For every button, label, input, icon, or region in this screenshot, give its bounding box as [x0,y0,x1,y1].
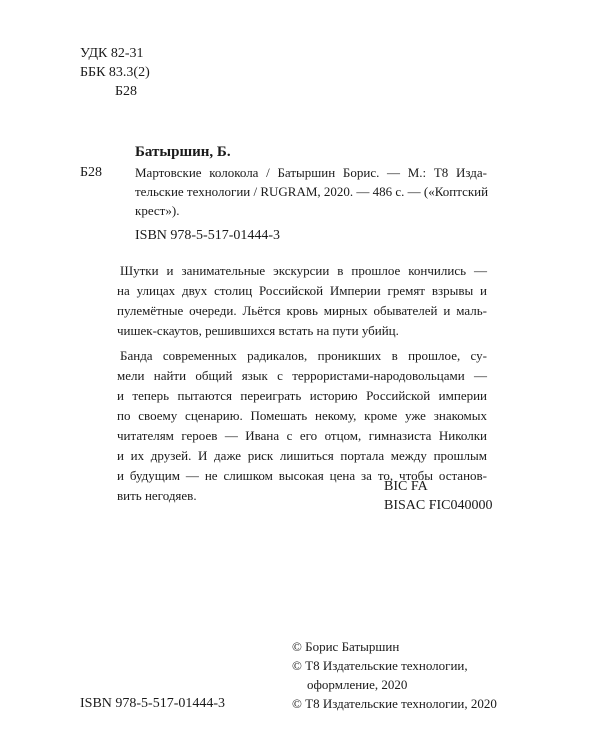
annotation-line: мели найти общий язык с террористами-народовольцами — [117,368,487,383]
annotation-line: по своему сценарию. Помешать некому, кроме уже знакомых [117,408,487,423]
annotation-line: и теперь пытаются переиграть историю Российской империи [117,388,487,403]
annotation-line: читателям героев — Ивана с его отцом, гимназиста Николки [117,428,487,443]
annotation-line: на улицах двух столиц Российской Империи гремят взрывы и [117,283,487,298]
annotation-line: и будущим — не слишком высокая цена за то, чтобы останов- [117,468,487,483]
copyright-publisher-design: © Т8 Издательские технологии, [292,658,468,673]
entry-isbn: ISBN 978-5-517-01444-3 [135,228,281,243]
bib-line-2: тельские технологии / RUGRAM, 2020. — 486 с. — («Коптский [135,184,489,199]
annotation-line: Банда современных радикалов, проникших в прошлое, су- [120,348,487,363]
annotation-line: и их друзей. И даже риск лишиться портала между прошлым [117,448,487,463]
bic-code: BIC FA [384,479,428,494]
annotation-paragraph-1 [117,264,487,344]
udk-code: УДК 82-31 [80,46,144,61]
entry-mark: Б28 [80,165,103,180]
annotation-line: пулемётные очереди. Льётся кровь мирных обывателей и маль- [117,303,487,318]
annotation-line: вить негодяев. [117,488,197,503]
author-mark: Б28 [115,84,138,99]
copyright-publisher: © Т8 Издательские технологии, 2020 [292,696,497,711]
annotation-line: Шутки и занимательные экскурсии в прошлое кончились — [120,263,487,278]
copyright-author: © Борис Батыршин [292,639,400,654]
bbk-code: ББК 83.3(2) [80,65,150,80]
bib-line-3: крест»). [135,203,180,218]
footer-isbn: ISBN 978-5-517-01444-3 [80,696,226,711]
bibliographic-description [135,166,487,223]
bisac-code: BISAC FIC040000 [384,498,493,513]
annotation-paragraph-2 [117,349,487,509]
bib-line-1: Мартовские колокола / Батыршин Борис. — М.: Т8 Изда- [135,165,487,180]
author-heading: Батыршин, Б. [135,144,231,160]
annotation-line: чишек-скаутов, решившихся встать на пути убийц. [117,323,399,338]
copyright-design-year: оформление, 2020 [307,677,408,692]
